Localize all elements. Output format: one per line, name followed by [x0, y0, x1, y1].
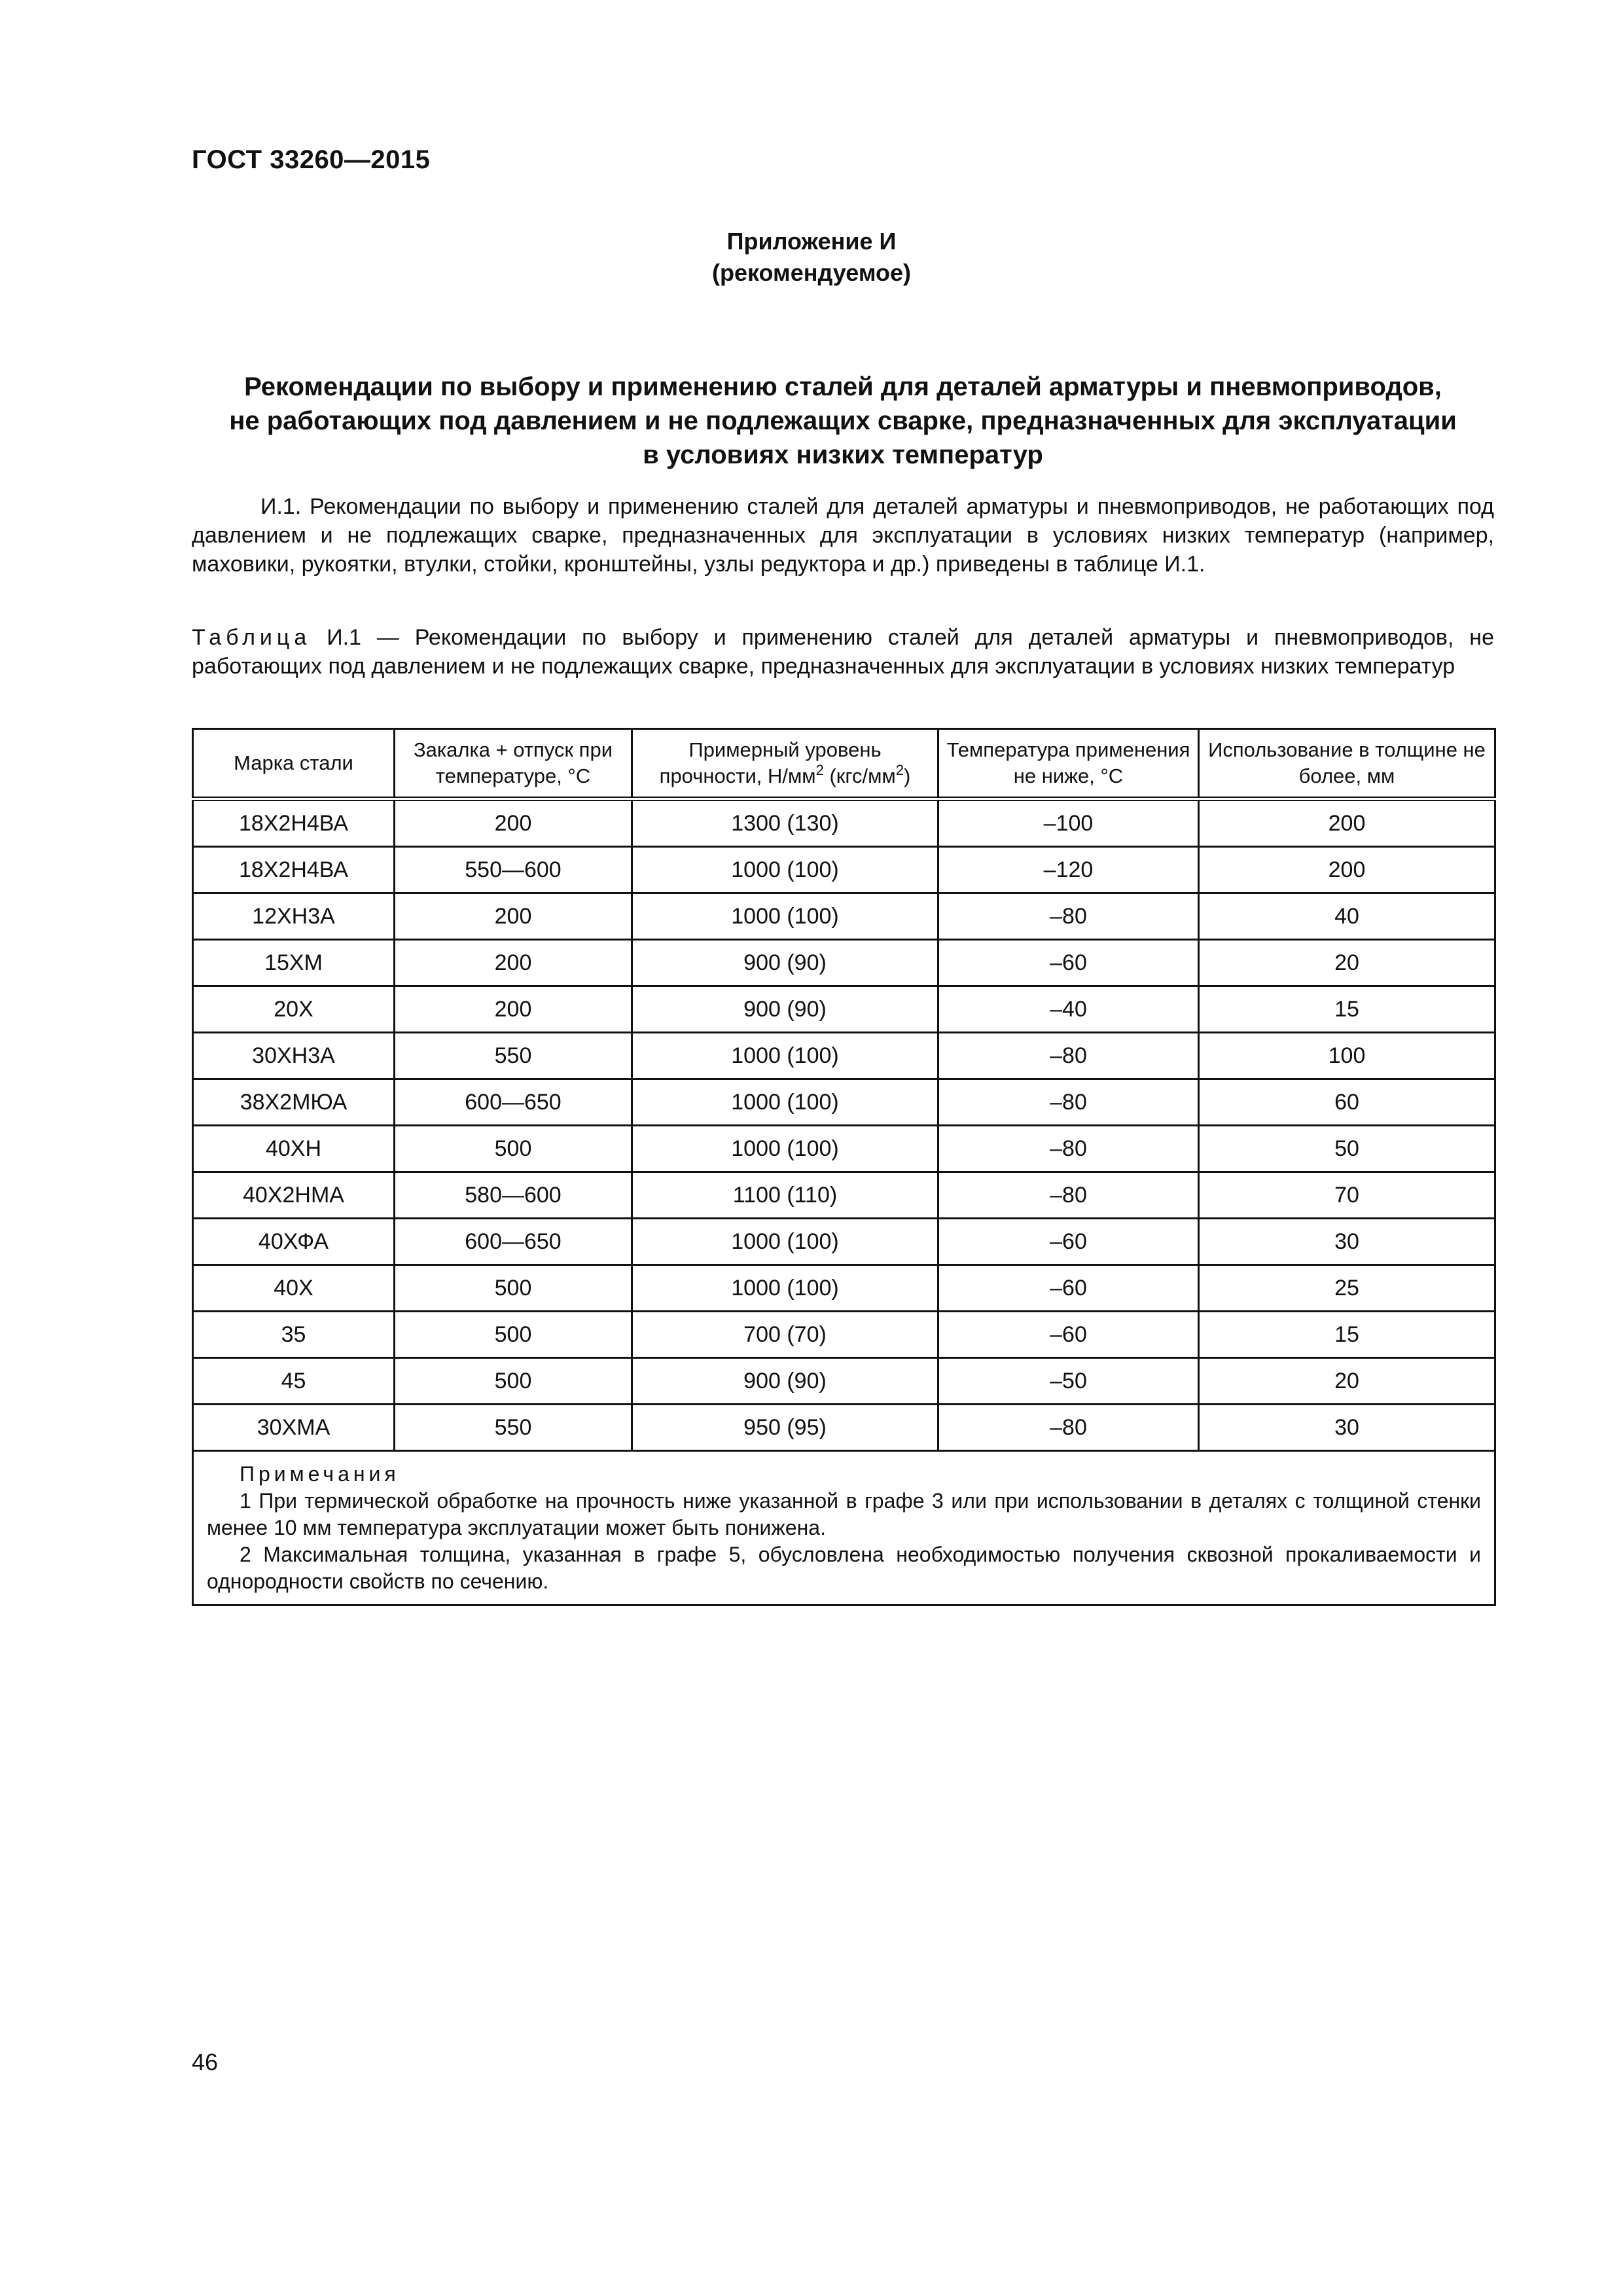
page-number: 46: [192, 2049, 219, 2075]
cell-tempering: 200: [395, 893, 632, 940]
cell-thickness: 25: [1199, 1265, 1495, 1312]
table-row: [193, 1079, 1495, 1126]
cell-strength: 900 (90): [632, 940, 938, 986]
cell-strength: 1100 (110): [632, 1172, 938, 1219]
section-title-line-3: в условиях низких температур: [643, 440, 1043, 469]
cell-grade: 40ХН: [193, 1126, 395, 1172]
cell-grade: 45: [193, 1358, 395, 1405]
cell-thickness: 70: [1199, 1172, 1495, 1219]
cell-thickness: 15: [1199, 1312, 1495, 1358]
cell-min-temp: –80: [938, 1079, 1199, 1126]
note-2: 2 Максимальная толщина, указанная в графе 5, обусловлена необходимостью получения сквозной прокаливаемости и однородности свойств по сечению.: [207, 1543, 1481, 1593]
cell-min-temp: –100: [938, 799, 1199, 847]
cell-strength: 1000 (100): [632, 1033, 938, 1079]
appendix-heading: [0, 226, 1623, 289]
section-title-line-1: Рекомендации по выбору и применению сталей для деталей арматуры и пневмоприводов,: [244, 372, 1442, 401]
cell-thickness: 50: [1199, 1126, 1495, 1172]
section-title-line-2: не работающих под давлением и не подлежащих сварке, предназначенных для эксплуатации: [229, 406, 1457, 435]
cell-grade: 35: [193, 1312, 395, 1358]
cell-tempering: 500: [395, 1358, 632, 1405]
cell-grade: 18Х2Н4ВА: [193, 847, 395, 893]
cell-strength: 1000 (100): [632, 1265, 938, 1312]
header-min-temperature: Температура применения не ниже, °С: [938, 729, 1199, 799]
table-row: [193, 1405, 1495, 1451]
cell-min-temp: –60: [938, 1265, 1199, 1312]
cell-min-temp: –80: [938, 1172, 1199, 1219]
cell-strength: 900 (90): [632, 1358, 938, 1405]
cell-grade: 40Х2НМА: [193, 1172, 395, 1219]
header-max-thickness: Использование в толщине не более, мм: [1199, 729, 1495, 799]
cell-grade: 30ХМА: [193, 1405, 395, 1451]
cell-strength: 1300 (130): [632, 799, 938, 847]
table-row: [193, 1033, 1495, 1079]
cell-tempering: 500: [395, 1265, 632, 1312]
note-1: 1 При термической обработке на прочность ниже указанной в графе 3 или при использовании в деталях с толщиной стенки менее 10 мм температура эксплуатации может быть понижена.: [207, 1489, 1481, 1539]
cell-min-temp: –40: [938, 986, 1199, 1033]
cell-tempering: 550: [395, 1405, 632, 1451]
cell-thickness: 60: [1199, 1079, 1495, 1126]
cell-grade: 30ХН3А: [193, 1033, 395, 1079]
header-tempering: Закалка + отпуск при температуре, °С: [395, 729, 632, 799]
body-paragraph: И.1. Рекомендации по выбору и применению сталей для деталей арматуры и пневмоприводов, не работающих под давлением и не подлежащих сварке, предназначенных для эксплуатации в условиях низких температур (например, маховики, рукоятки, втулки, стойки, кронштейны, узлы редуктора и др.) приведены в таблице И.1.: [192, 494, 1494, 577]
cell-tempering: 500: [395, 1126, 632, 1172]
cell-min-temp: –120: [938, 847, 1199, 893]
cell-grade: 38Х2МЮА: [193, 1079, 395, 1126]
table-row: [193, 799, 1495, 847]
table-row: [193, 1265, 1495, 1312]
table-row: [193, 1219, 1495, 1265]
cell-tempering: 600—650: [395, 1219, 632, 1265]
cell-thickness: 200: [1199, 847, 1495, 893]
cell-grade: 12ХН3А: [193, 893, 395, 940]
appendix-label: Приложение И: [726, 228, 897, 255]
header-strength-sup-1: 2: [815, 762, 824, 778]
header-strength: [632, 729, 938, 799]
cell-min-temp: –80: [938, 1126, 1199, 1172]
cell-strength: 1000 (100): [632, 1126, 938, 1172]
cell-grade: 40ХФА: [193, 1219, 395, 1265]
cell-tempering: 200: [395, 986, 632, 1033]
cell-grade: 18Х2Н4ВА: [193, 799, 395, 847]
cell-strength: 1000 (100): [632, 1219, 938, 1265]
table-row: [193, 940, 1495, 986]
table-row: [193, 1126, 1495, 1172]
cell-min-temp: –60: [938, 1312, 1199, 1358]
table-row: [193, 847, 1495, 893]
cell-tempering: 500: [395, 1312, 632, 1358]
cell-thickness: 40: [1199, 893, 1495, 940]
header-strength-text-a: Примерный уровень прочности, Н/мм: [659, 738, 882, 787]
table-notes-row: [193, 1451, 1495, 1605]
table-row: [193, 1172, 1495, 1219]
header-strength-text-c: ): [904, 764, 911, 787]
steel-recommendations-table: [192, 728, 1496, 1606]
appendix-status: (рекомендуемое): [712, 259, 911, 286]
cell-grade: 40Х: [193, 1265, 395, 1312]
table-caption: [192, 623, 1494, 681]
cell-strength: 700 (70): [632, 1312, 938, 1358]
cell-thickness: 100: [1199, 1033, 1495, 1079]
table-row: [193, 986, 1495, 1033]
cell-thickness: 30: [1199, 1405, 1495, 1451]
cell-tempering: 550: [395, 1033, 632, 1079]
section-title: [192, 370, 1494, 472]
cell-thickness: 30: [1199, 1219, 1495, 1265]
cell-min-temp: –80: [938, 1033, 1199, 1079]
cell-thickness: 200: [1199, 799, 1495, 847]
table-row: [193, 1312, 1495, 1358]
table-header-row: [193, 729, 1495, 799]
cell-tempering: 580—600: [395, 1172, 632, 1219]
cell-grade: 20Х: [193, 986, 395, 1033]
cell-tempering: 200: [395, 940, 632, 986]
cell-thickness: 15: [1199, 986, 1495, 1033]
document-code: ГОСТ 33260—2015: [192, 145, 431, 174]
cell-strength: 900 (90): [632, 986, 938, 1033]
table-row: [193, 1358, 1495, 1405]
header-steel-grade: Марка стали: [193, 729, 395, 799]
cell-strength: 1000 (100): [632, 893, 938, 940]
cell-min-temp: –80: [938, 1405, 1199, 1451]
cell-tempering: 550—600: [395, 847, 632, 893]
table-notes: [193, 1451, 1495, 1605]
table-caption-label: Таблица: [192, 625, 312, 650]
table-caption-text: И.1 — Рекомендации по выбору и применению сталей для деталей арматуры и пневмоприводов, не работающих под давлением и не подлежащих сварке, предназначенных для эксплуатации в условиях низких температур: [192, 625, 1494, 679]
cell-strength: 950 (95): [632, 1405, 938, 1451]
header-strength-sup-2: 2: [895, 762, 904, 778]
notes-heading: Примечания: [240, 1462, 400, 1486]
header-strength-text-b: (кгс/мм: [823, 764, 896, 787]
cell-min-temp: –60: [938, 940, 1199, 986]
cell-tempering: 200: [395, 799, 632, 847]
cell-min-temp: –50: [938, 1358, 1199, 1405]
cell-tempering: 600—650: [395, 1079, 632, 1126]
cell-strength: 1000 (100): [632, 1079, 938, 1126]
cell-thickness: 20: [1199, 940, 1495, 986]
table-row: [193, 893, 1495, 940]
cell-min-temp: –60: [938, 1219, 1199, 1265]
cell-grade: 15ХМ: [193, 940, 395, 986]
cell-thickness: 20: [1199, 1358, 1495, 1405]
cell-min-temp: –80: [938, 893, 1199, 940]
cell-strength: 1000 (100): [632, 847, 938, 893]
